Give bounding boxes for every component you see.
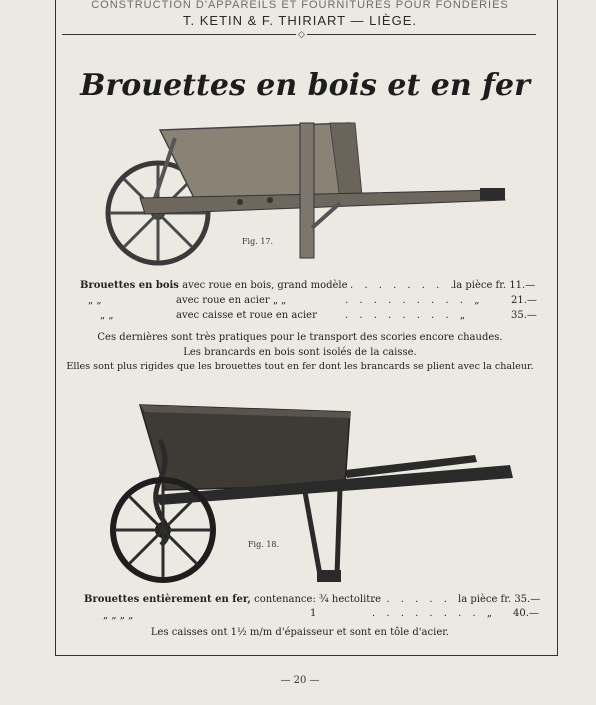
price-value: 21.—	[511, 295, 537, 306]
note-line: Les brancards en bois sont isolés de la caisse.	[183, 347, 417, 358]
item-prefix: Brouettes entièrement en fer,	[84, 594, 251, 605]
item-prefix: Brouettes en bois	[80, 280, 179, 291]
price-value: 40.—	[513, 608, 539, 619]
fig18-label: Fig. 18.	[248, 540, 280, 549]
leader-dots: . . . . . . . . „	[345, 310, 470, 321]
iron-wheelbarrow-image	[105, 400, 515, 590]
frame-left-border	[55, 0, 56, 655]
price-prefix: la pièce fr.	[453, 280, 507, 291]
closing-note: Les caisses ont 1½ m/m d'épaisseur et sont en tôle d'acier.	[150, 627, 450, 638]
price-label	[453, 280, 535, 291]
price-row	[100, 310, 114, 321]
item-description: 1	[310, 608, 317, 619]
price-row	[80, 280, 348, 291]
wooden-wheelbarrow-image	[100, 118, 510, 268]
company-name: T. KETIN & F. THIRIART — LIÈGE.	[183, 13, 417, 28]
fig17-label: Fig. 17.	[242, 237, 274, 246]
item-description: avec roue en bois, grand modèle	[182, 280, 348, 291]
item-description: avec caisse et roue en acier	[176, 310, 317, 321]
frame-bottom-border	[55, 655, 558, 656]
ornament-icon: ◇	[298, 30, 305, 40]
ditto-marks: „ „	[88, 295, 102, 306]
ditto-marks: „ „ „ „	[103, 610, 134, 621]
leader-dots: . . . . . . . . . „	[345, 295, 484, 306]
price-row	[84, 594, 381, 605]
price-value: 35.—	[511, 310, 537, 321]
price-label	[458, 594, 540, 605]
item-description: contenance: ¾ hectolitre	[254, 594, 381, 605]
price-row	[88, 295, 102, 306]
page-title: Brouettes en bois et en fer	[80, 68, 530, 103]
price-prefix: la pièce fr.	[458, 594, 512, 605]
note-line: Elles sont plus rigides que les brouettes tout en fer dont les brancards se plient avec la chaleur.	[66, 361, 534, 372]
leader-dots: . . . . . .	[372, 594, 451, 605]
price-value: 11.—	[509, 280, 536, 291]
note-line: Ces dernières sont très pratiques pour le transport des scories encore chaudes.	[97, 332, 503, 343]
page-number: — 20 —	[280, 675, 320, 686]
header-top-line: CONSTRUCTION D'APPAREILS ET FOURNITURES POUR FONDERIES	[91, 0, 509, 8]
leader-dots: . . . . . . . . „	[372, 608, 497, 619]
item-description: avec roue en acier „ „	[176, 295, 287, 306]
frame-right-border	[557, 0, 558, 655]
price-value: 35.—	[514, 594, 541, 605]
leader-dots: . . . . . . . .	[350, 280, 458, 291]
ditto-marks: „ „	[100, 310, 114, 321]
